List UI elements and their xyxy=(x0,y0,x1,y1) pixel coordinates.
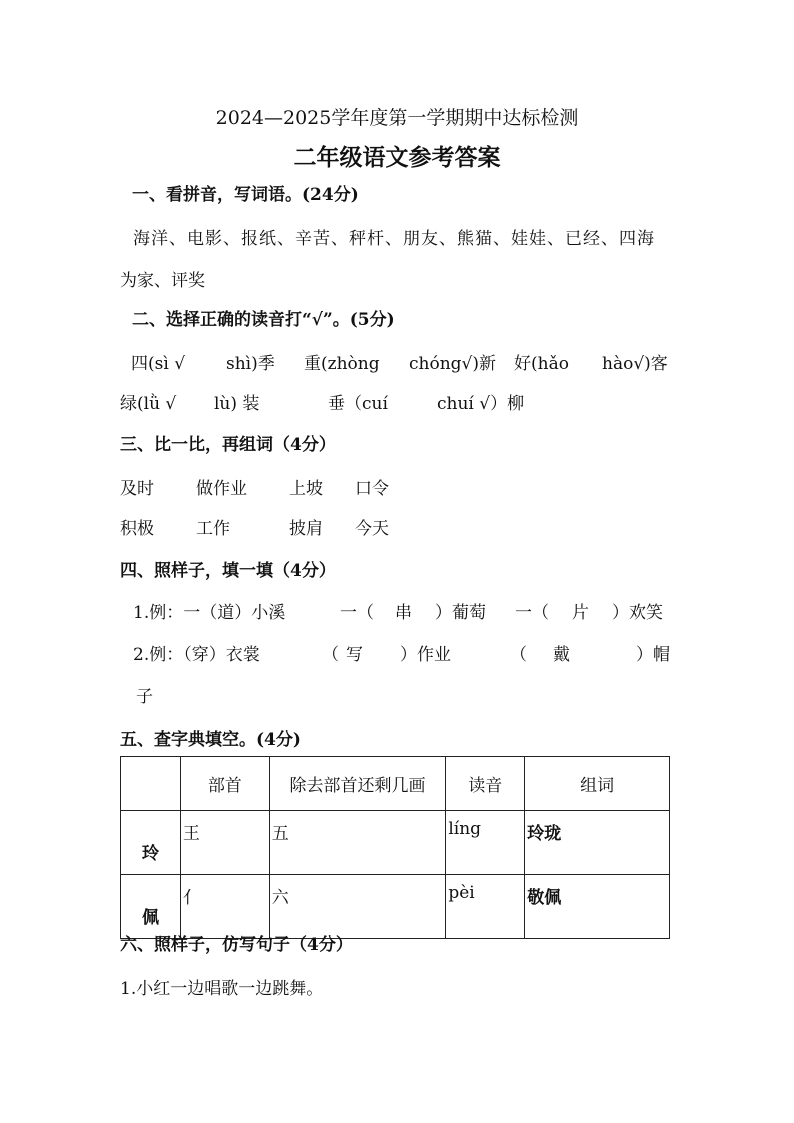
fill-text: ）葡萄 xyxy=(435,603,486,623)
fill-text: ）帽 xyxy=(636,645,670,665)
section-1-answer-line-1: 海洋、电影、报纸、辛苦、秤杆、朋友、熊猫、娃娃、已经、四海 xyxy=(133,229,655,249)
fill-text: 一（ xyxy=(515,603,549,623)
fill-text: （ xyxy=(322,645,339,665)
table-row xyxy=(121,811,670,875)
pinyin-choice: chuí √）柳 xyxy=(437,394,525,414)
table-cell-strokes: 五 xyxy=(269,811,446,875)
table-cell-word: 玲珑 xyxy=(525,811,670,875)
section-5-heading: 五、查字典填空。(4分) xyxy=(120,730,301,750)
example-sentence: 1.小红一边唱歌一边跳舞。 xyxy=(120,979,324,999)
fill-text: ）作业 xyxy=(400,645,451,665)
table-header-cell: 除去部首还剩几画 xyxy=(269,757,446,811)
table-cell-pinyin: pèi xyxy=(446,875,525,939)
fill-text-continuation: 子 xyxy=(136,687,153,707)
fill-text: （ xyxy=(510,645,527,665)
table-row xyxy=(121,875,670,939)
fill-text: ）欢笑 xyxy=(612,603,663,623)
section-3-heading: 三、比一比，再组词（4分） xyxy=(120,435,336,455)
word-answer: 上坡 xyxy=(289,479,323,499)
pinyin-choice: 垂（cuí xyxy=(328,394,388,414)
table-cell-radical: 王 xyxy=(180,811,269,875)
section-1-heading: 一、看拼音，写词语。(24分) xyxy=(132,185,359,205)
word-answer: 做作业 xyxy=(196,479,247,499)
word-answer: 披肩 xyxy=(289,519,323,539)
pinyin-choice: 重(zhòng xyxy=(304,354,380,374)
fill-answer: 串 xyxy=(395,603,412,623)
table-header-cell: 部首 xyxy=(180,757,269,811)
dictionary-table xyxy=(120,756,670,939)
exam-title: 2024—2025学年度第一学期期中达标检测 xyxy=(215,107,579,129)
pinyin-choice: lù) 装 xyxy=(214,394,260,414)
table-cell-word: 敬佩 xyxy=(525,875,670,939)
word-answer: 及时 xyxy=(120,479,154,499)
fill-answer: 写 xyxy=(346,645,363,665)
table-header-cell: 读音 xyxy=(446,757,525,811)
answer-key-title: 二年级语文参考答案 xyxy=(293,144,501,171)
section-4-heading: 四、照样子，填一填（4分） xyxy=(120,561,336,581)
word-answer: 积极 xyxy=(120,519,154,539)
pinyin-choice: 绿(lǜ √ xyxy=(120,394,177,414)
example-text: 2.例：（穿）衣裳 xyxy=(133,645,260,665)
pinyin-choice: 好(hǎo xyxy=(514,354,569,374)
table-header-cell: 组词 xyxy=(525,757,670,811)
table-header-cell xyxy=(121,757,181,811)
table-header-row xyxy=(121,757,670,811)
section-2-heading: 二、选择正确的读音打“√”。(5分) xyxy=(132,310,395,330)
pinyin-choice: shì)季 xyxy=(226,354,275,374)
table-cell-radical: 亻 xyxy=(180,875,269,939)
pinyin-choice: chóng√)新 xyxy=(409,354,497,374)
table-cell-character: 玲 xyxy=(121,811,181,875)
fill-text: 一（ xyxy=(340,603,374,623)
table-cell-strokes: 六 xyxy=(269,875,446,939)
example-text: 1.例：一（道）小溪 xyxy=(133,603,286,623)
table-cell-character: 佩 xyxy=(121,875,181,939)
fill-answer: 片 xyxy=(572,603,589,623)
fill-answer: 戴 xyxy=(553,645,570,665)
word-answer: 口令 xyxy=(355,479,389,499)
table-cell-pinyin: líng xyxy=(446,811,525,875)
pinyin-choice: hào√)客 xyxy=(602,354,668,374)
pinyin-choice: 四(sì √ xyxy=(131,354,186,374)
word-answer: 工作 xyxy=(196,519,230,539)
section-1-answer-line-2: 为家、评奖 xyxy=(120,271,205,291)
word-answer: 今天 xyxy=(355,519,389,539)
section-6-heading: 六、照样子，仿写句子（4分） xyxy=(120,935,353,955)
